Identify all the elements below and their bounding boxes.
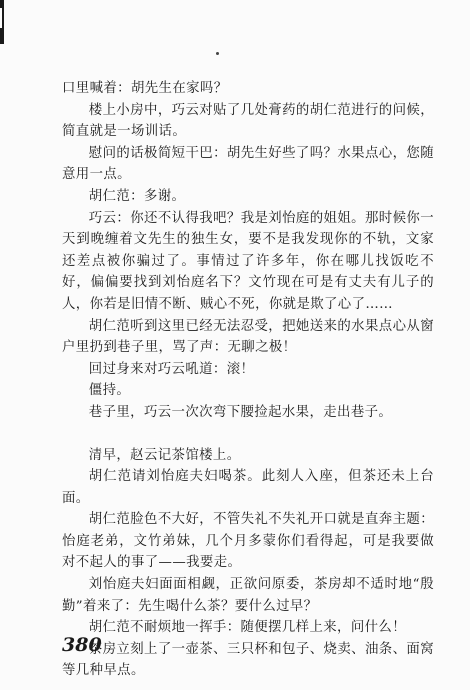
scene-break xyxy=(62,424,434,445)
scene-two xyxy=(62,445,434,683)
paragraph: 楼上小房中，巧云对贴了几处膏药的胡仁范进行的问候，简直就是一场训话。 xyxy=(62,102,434,140)
print-speck xyxy=(216,52,219,55)
paragraph: 口里喊着：胡先生在家吗？ xyxy=(62,81,228,96)
paragraph: 巧云：你还不认得我吧？我是刘怡庭的姐姐。那时候你一天到晚缠着文先生的独生女，要不是我发现你的不轨，文家还差点被你骗过了。事情过了许多年，你在哪儿找饭吃不好，偏偏要找到刘怡庭名下？文竹现在可是有丈夫有儿子的人，你若是旧情不断、贼心不死，你就是欺了心了…… xyxy=(62,210,434,312)
paragraph: 清早，赵云记茶馆楼上。 xyxy=(88,447,241,463)
paragraph: 胡仁范请刘怡庭夫妇喝茶。此刻人入座，但茶还未上台面。 xyxy=(62,469,434,506)
paragraph: 胡仁范不耐烦地一挥手：随便摆几样上来，问什么！ xyxy=(88,620,406,636)
page-number: 380 xyxy=(62,634,102,656)
body-text xyxy=(62,78,434,682)
paragraph: 僵持。 xyxy=(88,383,131,399)
paragraph: 刘怡庭夫妇面面相觑，正欲问原委，茶房却不适时地“殷勤”着来了：先生喝什么茶？要什么过早？ xyxy=(62,577,434,614)
binding-edge-gap xyxy=(0,8,2,28)
paragraph: 巷子里，巧云一次次弯下腰捡起水果，走出巷子。 xyxy=(88,404,393,420)
scene-one xyxy=(62,78,434,424)
paragraph: 胡仁范：多谢。 xyxy=(88,188,186,204)
paragraph: 回过身来对巧云吼道：滚！ xyxy=(88,361,255,377)
paragraph: 茶房立刻上了一壶茶、三只杯和包子、烧卖、油条、面窝等几种早点。 xyxy=(62,641,434,679)
paragraph: 胡仁范脸色不大好，不管失礼不失礼开口就是直奔主题：怡庭老弟，文竹弟妹，几个月多蒙你们看得起，可是我要做对不起人的事了——我要走。 xyxy=(62,512,434,571)
paragraph: 胡仁范听到这里已经无法忍受，把她送来的水果点心从窗户里扔到巷子里，骂了声：无聊之极！ xyxy=(62,318,434,356)
paragraph: 慰问的话极简短干巴：胡先生好些了吗？水果点心，您随意用一点。 xyxy=(62,145,434,183)
